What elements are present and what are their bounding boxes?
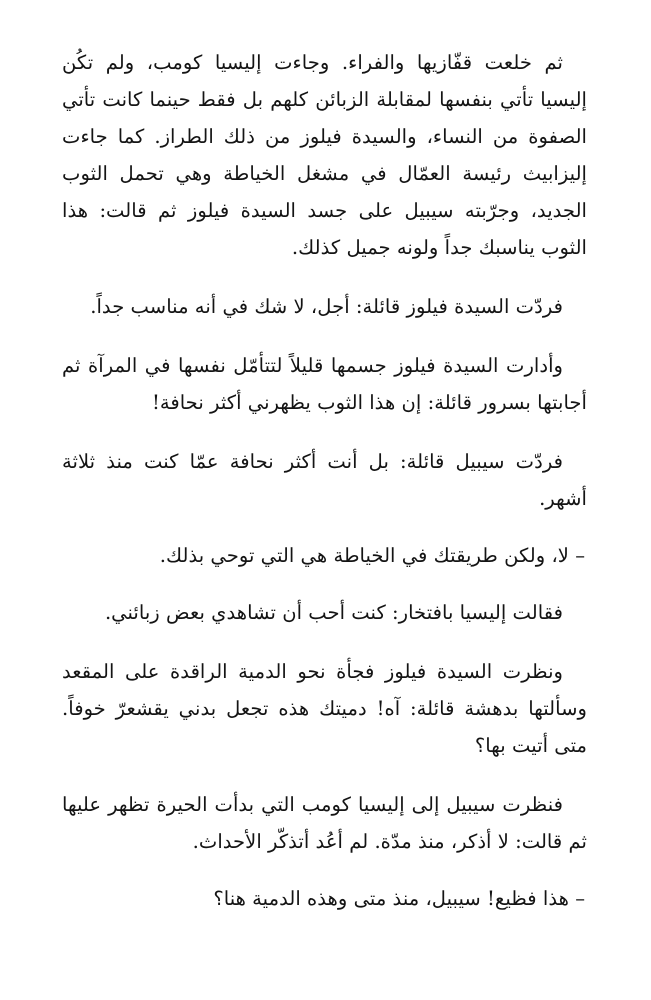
paragraph-4: فردّت سيبيل قائلة: بل أنت أكثر نحافة عمّا كنت منذ ثلاثة أشهر. — [62, 450, 587, 510]
paragraph-8: فنظرت سيبيل إلى إليسيا كومب التي بدأت الحيرة تظهر عليها ثم قالت: لا أذكر، منذ مدّة. لم أعُد أتذكّر الأحداث. — [62, 793, 587, 853]
paragraph-7: ونظرت السيدة فيلوز فجأة نحو الدمية الراقدة على المقعد وسألتها بدهشة قائلة: آه! دميتك هذه تجعل بدني يقشعرّ خوفاً. متى أتيت بها؟ — [62, 660, 587, 757]
paragraph-5-dialogue: – لا، ولكن طريقتك في الخياطة هي التي توحي بذلك. — [159, 544, 585, 567]
paragraph-9-dialogue: – هذا فظيع! سيبيل، منذ متى وهذه الدمية هنا؟ — [213, 887, 585, 910]
paragraph-6: فقالت إليسيا بافتخار: كنت أحب أن تشاهدي بعض زبائني. — [104, 601, 563, 624]
paragraph-2: فردّت السيدة فيلوز قائلة: أجل، لا شك في أنه مناسب جداً. — [90, 295, 563, 318]
paragraph-1: ثم خلعت قفّازيها والفراء. وجاءت إليسيا كومب، ولم تكُن إليسيا تأتي بنفسها لمقابلة الزبائن كلهم بل فقط حينما كانت تأتي الصفوة من النساء، والسيدة فيلوز من ذلك الطراز. كما جاءت إليزابيث رئيسة العمّال في مشغل الخياطة وهي تحمل الثوب الجديد، وجرّبته سيبيل على جسد السيدة فيلوز ثم قالت: هذا الثوب يناسبك جداً ولونه جميل كذلك. — [62, 51, 587, 259]
book-page — [62, 44, 587, 939]
paragraph-3: وأدارت السيدة فيلوز جسمها قليلاً لتتأمّل نفسها في المرآة ثم أجابتها بسرور قائلة: إن هذا الثوب يظهرني أكثر نحافة! — [62, 354, 587, 414]
